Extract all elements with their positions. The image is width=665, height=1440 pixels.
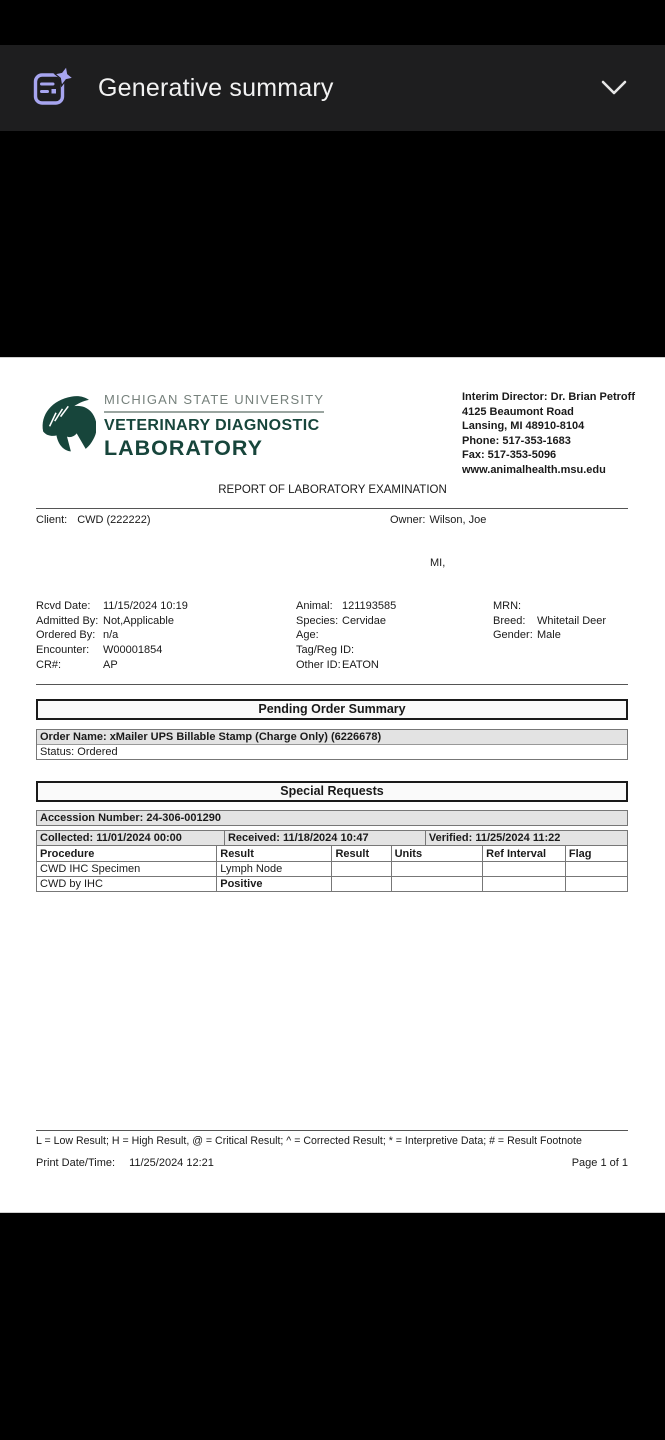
- detail-row: [493, 628, 606, 643]
- print-footer-row: [36, 1157, 628, 1169]
- lab-contact-block: [462, 390, 647, 478]
- owner-label: Owner:: [390, 514, 426, 526]
- detail-row: [296, 628, 396, 643]
- detail-label: Ordered By:: [36, 629, 96, 642]
- msu-letterhead: [38, 388, 324, 467]
- detail-row: [36, 643, 188, 658]
- detail-value: 121193585: [342, 600, 397, 612]
- detail-label: MRN:: [493, 600, 522, 612]
- result-cell: Lymph Node: [217, 862, 332, 877]
- detail-row: [36, 628, 188, 643]
- detail-row: [296, 614, 396, 629]
- received-cell: Received: 11/18/2024 10:47: [224, 831, 425, 846]
- generative-summary-bar: [0, 45, 665, 131]
- lab-name-line2: LABORATORY: [104, 436, 263, 460]
- order-status: Status: Ordered: [37, 745, 627, 759]
- contact-city: Lansing, MI 48910-8104: [462, 420, 585, 433]
- detail-value: Not,Applicable: [103, 614, 174, 627]
- results-section: [36, 830, 628, 892]
- print-date-value: 11/25/2024 12:21: [129, 1157, 214, 1169]
- case-details-col1: [36, 599, 188, 673]
- detail-value: AP: [103, 658, 118, 671]
- owner-value: Wilson, Joe: [429, 514, 487, 526]
- order-name: Order Name: xMailer UPS Billable Stamp (Charge Only) (6226678): [37, 730, 627, 745]
- pending-order-table: [36, 729, 628, 760]
- page-number: Page 1 of 1: [571, 1157, 628, 1169]
- detail-label: Species:: [296, 614, 339, 627]
- detail-row: [36, 599, 188, 614]
- col-units: Units: [391, 846, 483, 862]
- flag-cell: [565, 862, 627, 877]
- procedure-cell: CWD IHC Specimen: [37, 862, 217, 877]
- verified-cell: Verified: 11/25/2024 11:22: [425, 831, 627, 846]
- client-field: [36, 514, 151, 526]
- university-name: MICHIGAN STATE UNIVERSITY: [104, 392, 324, 413]
- collection-dates-table: [36, 830, 628, 846]
- case-details-col3: [493, 599, 606, 643]
- col-ref-interval: Ref Interval: [483, 846, 566, 862]
- results-header-row: [37, 846, 628, 862]
- col-result2: Result: [332, 846, 391, 862]
- result2-cell: [332, 877, 391, 892]
- units-cell: [391, 862, 483, 877]
- result2-cell: [332, 862, 391, 877]
- ref-interval-cell: [483, 862, 566, 877]
- client-value: CWD (222222): [77, 514, 151, 526]
- detail-row: [296, 658, 396, 673]
- result-legend: L = Low Result; H = High Result, @ = Critical Result; ^ = Corrected Result; * = Interpretive Data; # = Result Footnote: [36, 1135, 582, 1147]
- detail-row: [493, 599, 606, 614]
- detail-label: Encounter:: [36, 644, 90, 657]
- report-title: REPORT OF LABORATORY EXAMINATION: [218, 484, 447, 496]
- col-procedure: Procedure: [37, 846, 217, 862]
- divider: [36, 508, 628, 509]
- detail-value: 11/15/2024 10:19: [103, 600, 188, 612]
- detail-label: Age:: [296, 629, 319, 642]
- case-details-col2: [296, 599, 396, 673]
- client-label: Client:: [36, 514, 68, 526]
- table-row: [37, 862, 628, 877]
- detail-value: Cervidae: [342, 614, 387, 627]
- collected-cell: Collected: 11/01/2024 00:00: [37, 831, 225, 846]
- detail-row: [296, 599, 396, 614]
- detail-label: Rcvd Date:: [36, 600, 91, 612]
- owner-state: MI,: [430, 557, 446, 569]
- procedure-cell: CWD by IHC: [37, 877, 217, 892]
- lab-report-page[interactable]: [0, 357, 665, 1213]
- flag-cell: [565, 877, 627, 892]
- detail-label: CR#:: [36, 658, 62, 671]
- lab-name-line1: VETERINARY DIAGNOSTIC: [104, 417, 320, 434]
- detail-label: Other ID:: [296, 658, 341, 671]
- detail-value: EATON: [342, 658, 379, 671]
- pending-order-summary-header: Pending Order Summary: [36, 699, 628, 720]
- col-result: Result: [217, 846, 332, 862]
- contact-fax: Fax: 517-353-5096: [462, 449, 557, 462]
- special-requests-header: Special Requests: [36, 781, 628, 802]
- collapse-panel-button[interactable]: [595, 71, 633, 105]
- panel-title: Generative summary: [98, 73, 334, 102]
- detail-value: W00001854: [103, 644, 163, 657]
- contact-phone: Phone: 517-353-1683: [462, 434, 571, 447]
- detail-value: n/a: [103, 629, 119, 642]
- detail-label: Gender:: [493, 629, 533, 642]
- ref-interval-cell: [483, 877, 566, 892]
- letterhead-text: [104, 388, 324, 461]
- detail-value: Male: [537, 629, 561, 642]
- detail-label: Tag/Reg ID:: [296, 644, 355, 657]
- client-owner-row: [36, 514, 628, 526]
- contact-street: 4125 Beaumont Road: [462, 405, 574, 418]
- contact-website: www.animalhealth.msu.edu: [462, 463, 606, 476]
- col-flag: Flag: [565, 846, 627, 862]
- divider: [36, 684, 628, 685]
- detail-value: Whitetail Deer: [537, 614, 607, 627]
- generative-summary-icon: [32, 66, 72, 110]
- spartan-helmet-logo-icon: [38, 388, 96, 467]
- result-cell: Positive: [217, 877, 332, 892]
- divider: [36, 1130, 628, 1131]
- detail-row: [36, 658, 188, 673]
- chevron-down-icon: [599, 75, 629, 101]
- owner-field: [390, 514, 486, 526]
- print-date-label: Print Date/Time:: [36, 1157, 116, 1169]
- contact-director: Interim Director: Dr. Brian Petroff: [462, 391, 635, 403]
- units-cell: [391, 877, 483, 892]
- detail-label: Animal:: [296, 600, 333, 612]
- results-table: [36, 845, 628, 892]
- detail-row: [296, 643, 396, 658]
- detail-label: Admitted By:: [36, 614, 99, 627]
- detail-row: [493, 614, 606, 629]
- detail-row: [36, 614, 188, 629]
- table-row: [37, 877, 628, 892]
- detail-label: Breed:: [493, 614, 526, 627]
- accession-number: Accession Number: 24-306-001290: [36, 810, 628, 826]
